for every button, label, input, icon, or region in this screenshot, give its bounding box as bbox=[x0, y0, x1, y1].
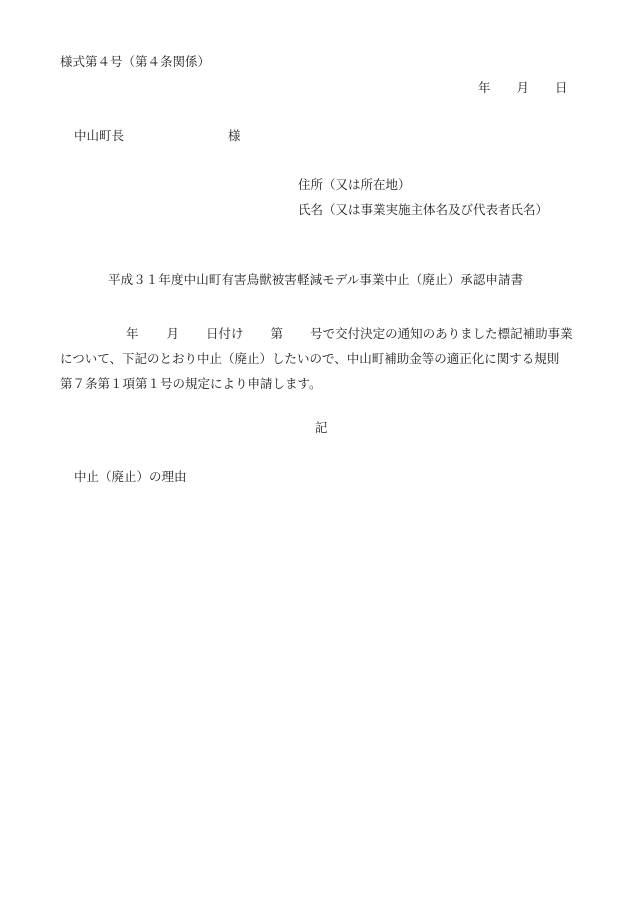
applicant-name-label: 氏名（又は事業実施主体名及び代表者氏名） bbox=[298, 202, 549, 217]
date-month-label: 月 bbox=[516, 80, 530, 95]
reason-label: 中止（廃止）の理由 bbox=[74, 469, 187, 484]
addressee-name: 中山町長 bbox=[74, 128, 125, 143]
document-title: 平成３１年度中山町有害鳥獣被害軽減モデル事業中止（廃止）承認申請書 bbox=[108, 272, 524, 287]
body-dai: 第 bbox=[270, 326, 284, 341]
addressee bbox=[74, 128, 241, 144]
body-year: 年 bbox=[126, 326, 139, 341]
application-date bbox=[478, 80, 568, 96]
date-day-label: 日 bbox=[555, 80, 568, 95]
body-month: 月 bbox=[166, 326, 180, 341]
body-line-1 bbox=[60, 321, 585, 346]
body-line-2: について、下記のとおり中止（廃止）したいので、中山町補助金等の適正化に関する規則 bbox=[60, 351, 560, 366]
body-line1-tail: 号で交付決定の通知のありました標記補助事業 bbox=[310, 326, 573, 341]
body-line-3: 第７条第１項第１号の規定により申請します。 bbox=[60, 376, 322, 391]
date-year-label: 年 bbox=[478, 80, 491, 95]
addressee-honorific: 様 bbox=[228, 128, 241, 143]
form-number: 様式第４号（第４条関係） bbox=[60, 54, 211, 69]
ki-heading: 記 bbox=[315, 420, 328, 435]
body-date-suffix: 日付け bbox=[206, 326, 244, 341]
applicant-address-label: 住所（又は所在地） bbox=[298, 177, 411, 192]
body-paragraph bbox=[60, 321, 585, 396]
